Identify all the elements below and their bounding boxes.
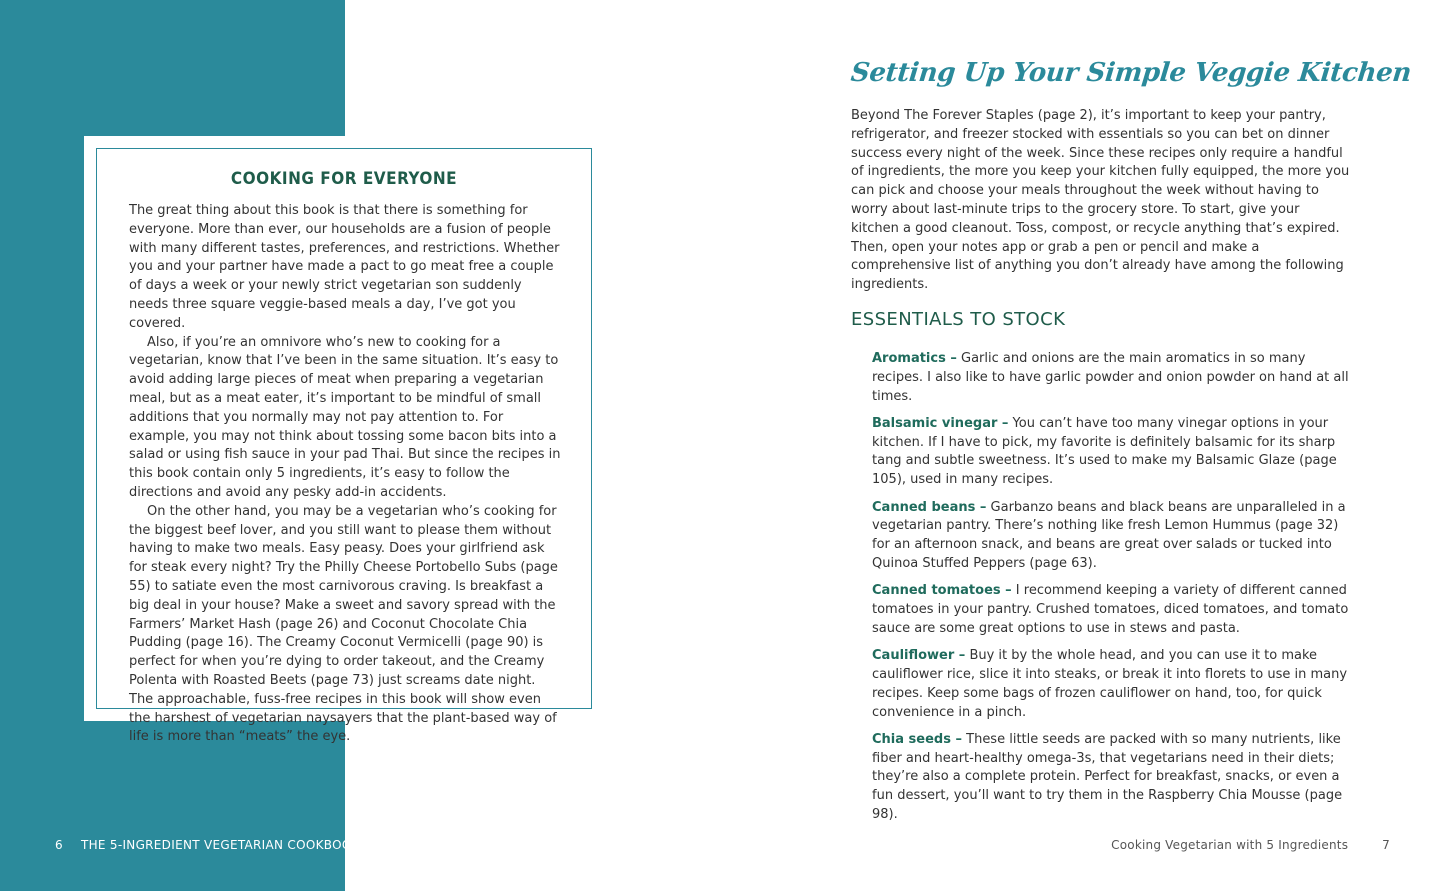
essential-item-canned-beans [872,499,1350,574]
essential-description: These little seeds are packed with so many nutrients, like fiber and heart-healthy omega-3s, that vegetarians need in their diets; they’re also a complete protein. Perfect for breakfast, snacks, or even a fun dessert, you’ll want to try them in the Raspberry Chia Mousse (page 98). [872,731,1343,823]
essential-description: Garlic and onions are the main aromatics in so many recipes. I also like to have garlic powder and onion powder on hand at all times. [872,351,1349,404]
sidebar-body [129,202,563,747]
essential-description: Garbanzo beans and black beans are unparalleled in a vegetarian pantry. There’s nothing like fresh Lemon Hummus (page 32) for an afternoon snack, and beans are great over salads or tucked into Quinoa Stuffed Peppers (page 63). [872,499,1346,571]
sidebar-box [84,136,604,745]
essential-item-chia-seeds [872,731,1350,825]
sidebar-frame [96,148,592,745]
sidebar-paragraph: Also, if you’re an omnivore who’s new to cooking for a vegetarian, know that I’ve been in the same situation. It’s easy to avoid adding large pieces of meat when preparing a vegetarian meal, but as a meat eater, it’s important to be mindful of small additions that you normally may not pay attention to. For example, you may not think about tossing some bacon bits into a salad or using fish sauce in your pad Thai. But since the recipes in this book contain only 5 ingredients, it’s easy to follow the directions and avoid any pesky add-in accidents. [129,334,561,500]
sidebar-title: COOKING FOR EVERYONE [230,169,458,189]
page-number-left: 6 [55,838,63,852]
intro-paragraph: Beyond The Forever Staples (page 2), it’s important to keep your pantry, refrigerator, and freezer stocked with essentials so you can bet on dinner success every night of the week. Since these recipes only require a handful of ingredients, the more you keep your kitchen fully equipped, the more you can pick and choose your meals throughout the week without having to worry about last-minute trips to the grocery store. To start, give your kitchen a good cleanout. Toss, compost, or recycle anything that’s expired. Then, open your notes app or grab a pen or pencil and make a comprehensive list of anything you don’t already have among the following ingredients. [851,108,1350,293]
sidebar-paragraph: The great thing about this book is that there is something for everyone. More than ever, our households are a fusion of people with many different tastes, preferences, and restrictions. Whether you and your partner have made a pact to go meat free a couple of days a week or your newly strict vegetarian son suddenly needs three square veggie-based meals a day, I’ve got you covered. [129,203,560,331]
section-title: Setting Up Your Simple Veggie Kitchen [849,58,1413,88]
essential-term: Aromatics – [872,351,957,366]
running-head-left: THE 5-INGREDIENT VEGETARIAN COOKBOOK [80,838,360,852]
sidebar-paragraph: On the other hand, you may be a vegetarian who’s cooking for the biggest beef lover, and you still want to please them without having to make two meals. Easy peasy. Does your girlfriend ask for steak every night? Try the Philly Cheese Portobello Subs (page 55) to satiate even the most carnivorous craving. Is breakfast a big deal in your house? Make a sweet and savory spread with the Farmers’ Market Hash (page 26) and Coconut Chocolate Chia Pudding (page 16). The Creamy Coconut Vermicelli (page 90) is perfect for when you’re dying to order takeout, and the Creamy Polenta with Roasted Beets (page 73) just screams date night. The approachable, fuss-free recipes in this book will show even the harshest of vegetarian naysayers that the plant-based way of life is more than “meats” the eye. [129,503,558,745]
essential-item-canned-tomatoes [872,582,1350,638]
essential-description: I recommend keeping a variety of different canned tomatoes in your pantry. Crushed tomatoes, diced tomatoes, and tomato sauce are some great options to use in stews and pasta. [872,583,1349,636]
essential-term: Chia seeds – [872,731,962,747]
essential-term: Cauliflower – [872,648,966,664]
essential-term: Canned tomatoes – [872,583,1012,599]
essential-item-aromatics [872,350,1350,406]
essential-term: Balsamic vinegar – [872,415,1009,431]
essentials-heading: ESSENTIALS TO STOCK [851,309,1066,330]
footer-left [55,838,360,852]
essential-description: You can’t have too many vinegar options in your kitchen. If I have to pick, my favorite is definitely balsamic for its sharp tang and subtle sweetness. It’s used to make my Balsamic Glaze (page 105), used in many recipes. [872,415,1337,488]
page-number-right: 7 [1382,838,1390,852]
essential-item-balsamic-vinegar [872,415,1350,490]
essential-term: Canned beans – [872,499,987,515]
essential-description: Buy it by the whole head, and you can use it to make cauliflower rice, slice it into steaks, or break it into florets to use in many recipes. Keep some bags of frozen cauliflower on hand, too, for quick convenience in a pinch. [872,648,1348,720]
essential-item-cauliflower [872,647,1350,722]
running-head-right: Cooking Vegetarian with 5 Ingredients [1111,838,1349,852]
footer-right [1111,838,1390,852]
essentials-list [872,350,1350,833]
